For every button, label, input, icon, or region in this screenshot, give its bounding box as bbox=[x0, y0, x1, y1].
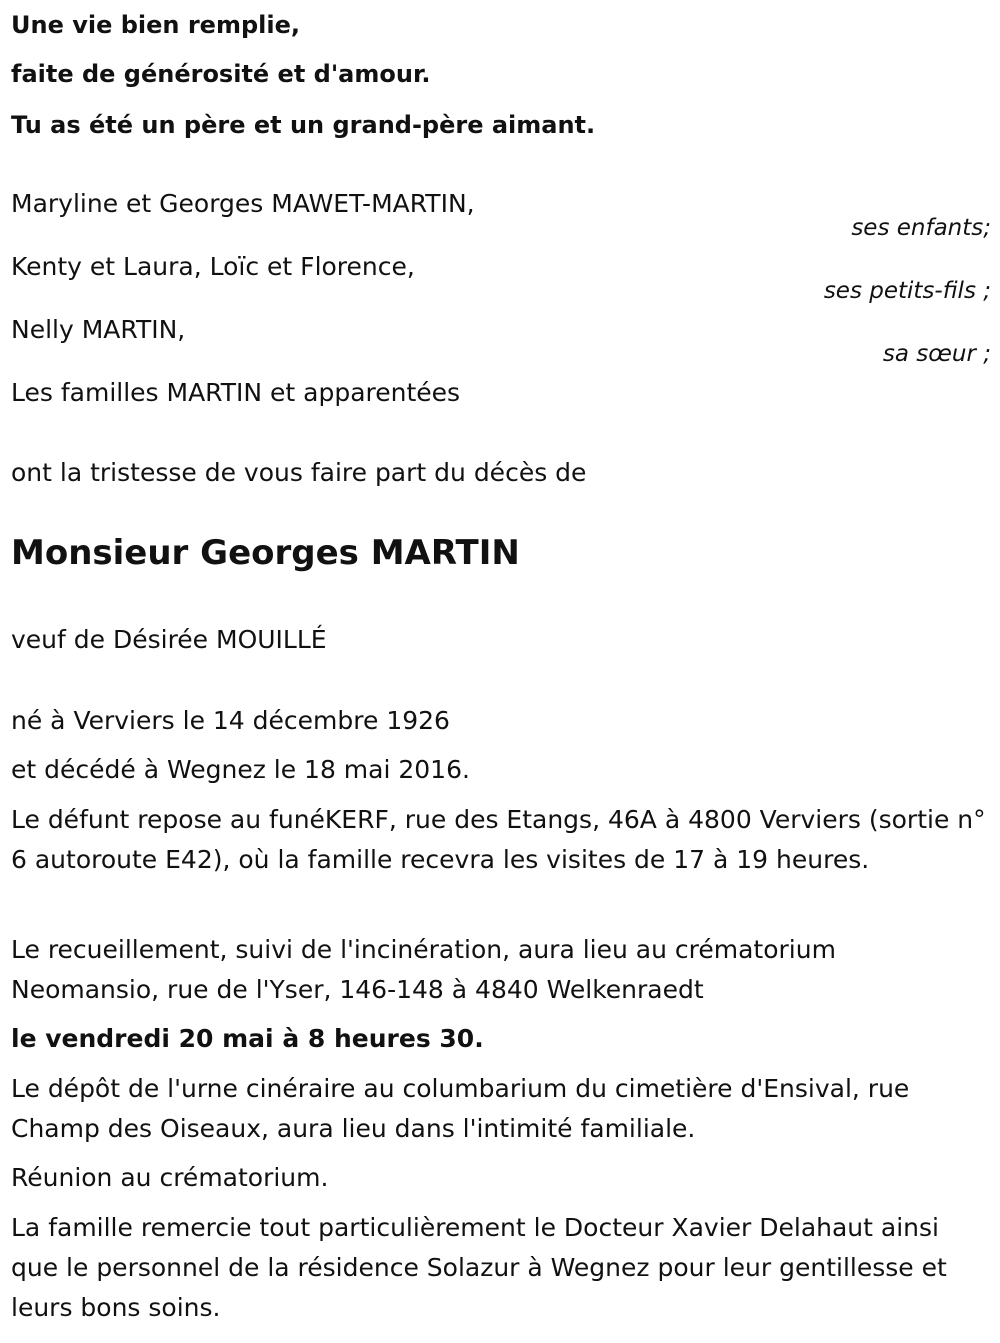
family-sister-names: Nelly MARTIN, bbox=[11, 315, 186, 344]
family-grandchildren-role: ses petits-fils ; bbox=[823, 278, 991, 304]
birth-info: né à Verviers le 14 décembre 1926 bbox=[11, 706, 450, 735]
poem-line-3: Tu as été un père et un grand-père aimant. bbox=[11, 111, 596, 139]
family-relatives-names: Les familles MARTIN et apparentées bbox=[11, 378, 461, 407]
widower-of: veuf de Désirée MOUILLÉ bbox=[11, 625, 327, 654]
repose-info: Le défunt repose au funéKERF, rue des Etangs, 46A à 4800 Verviers (sortie n° 6 autoroute E42), où la famille recevra les visites de 17 à 19 heures. bbox=[11, 805, 986, 874]
urn-info: Le dépôt de l'urne cinéraire au columbarium du cimetière d'Ensival, rue Champ des Oiseaux, aura lieu dans l'intimité familiale. bbox=[11, 1074, 910, 1143]
thanks-text: La famille remercie tout particulièrement le Docteur Xavier Delahaut ainsi que le personnel de la résidence Solazur à Wegnez pour leur gentillesse et leurs bons soins. bbox=[11, 1213, 947, 1322]
family-grandchildren-names: Kenty et Laura, Loïc et Florence, bbox=[11, 252, 415, 281]
ceremony-info: Le recueillement, suivi de l'incinération, aura lieu au crématorium Neomansio, rue de l'Yser, 146-148 à 4840 Welkenraedt bbox=[11, 935, 836, 1004]
ceremony-date: le vendredi 20 mai à 8 heures 30. bbox=[11, 1024, 484, 1053]
family-children-names: Maryline et Georges MAWET-MARTIN, bbox=[11, 189, 475, 218]
reunion-info: Réunion au crématorium. bbox=[11, 1163, 329, 1192]
family-sister-role: sa sœur ; bbox=[882, 341, 991, 367]
deceased-name: Monsieur Georges MARTIN bbox=[11, 533, 520, 573]
poem-line-1: Une vie bien remplie, bbox=[11, 11, 300, 39]
family-children-role: ses enfants; bbox=[851, 215, 991, 241]
death-info: et décédé à Wegnez le 18 mai 2016. bbox=[11, 755, 470, 784]
poem-line-2: faite de générosité et d'amour. bbox=[11, 60, 431, 88]
announcement-text: ont la tristesse de vous faire part du décès de bbox=[11, 458, 587, 487]
